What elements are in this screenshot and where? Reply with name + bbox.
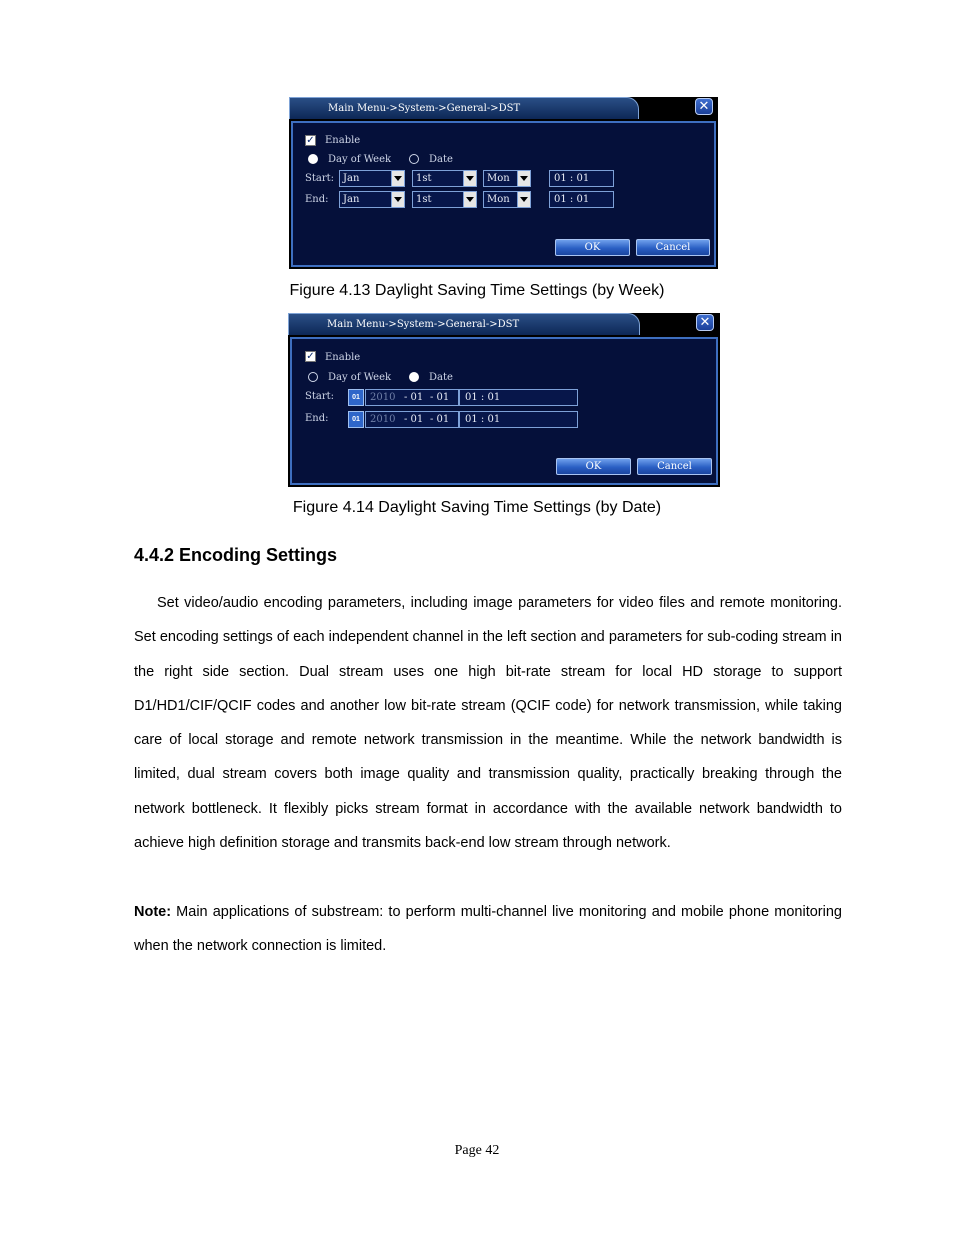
enable-checkbox[interactable]: ✓ [306,351,315,362]
end-time-field[interactable] [459,411,578,428]
end-label: End: [305,413,329,424]
end-year-value: 2010 [370,414,396,425]
date-radio[interactable] [409,154,419,164]
note-label: Note: [134,904,172,920]
note-paragraph [134,895,842,964]
chevron-down-icon [391,192,404,207]
day-of-week-label: Day of Week [328,154,392,165]
section-heading: 4.4.2 Encoding Settings [134,545,338,565]
day-of-week-radio[interactable] [308,372,318,382]
chevron-down-icon [463,171,476,186]
end-month-value: Jan [343,194,360,205]
calendar-icon[interactable]: 01 [348,411,364,428]
close-icon[interactable]: ✕ [696,314,714,331]
date-label: Date [429,372,453,383]
end-day-value: - 01 [430,414,450,425]
dst-dialog-by-week [289,97,718,269]
start-label: Start: [305,391,334,402]
enable-label: Enable [325,135,361,146]
start-date-field[interactable] [365,389,459,406]
date-label: Date [429,154,453,165]
page-number: Page 42 [454,1143,500,1158]
chevron-down-icon [517,171,530,186]
start-time-value: 01 : 01 [554,173,590,184]
end-day-select[interactable] [483,191,531,208]
enable-checkbox[interactable]: ✓ [306,135,315,146]
start-time-value: 01 : 01 [465,392,501,403]
calendar-icon[interactable]: 01 [348,389,364,406]
start-year-value: 2010 [370,392,396,403]
start-month-value: - 01 [404,392,424,403]
cancel-button[interactable]: Cancel [637,458,712,475]
note-text: Main applications of substream: to perform multi-channel live monitoring and mobile phone monitoring when the network connection is limited. [134,904,842,955]
end-time-field[interactable] [549,191,614,208]
dst-dialog-by-date [288,313,720,487]
end-week-value: 1st [416,194,432,205]
start-label: Start: [305,173,334,184]
body-paragraph [134,586,842,860]
dialog-title: Main Menu->System->General->DST [288,313,640,335]
ok-button[interactable]: OK [556,458,631,475]
ok-button[interactable]: OK [555,239,630,256]
start-week-value: 1st [416,173,432,184]
dialog-body [291,121,716,267]
date-radio[interactable] [409,372,419,382]
start-day-select[interactable] [483,170,531,187]
end-time-value: 01 : 01 [554,194,590,205]
start-day-value: - 01 [430,392,450,403]
end-month-select[interactable] [339,191,405,208]
end-day-value: Mon [487,194,510,205]
start-month-select[interactable] [339,170,405,187]
start-week-select[interactable] [412,170,477,187]
start-time-field[interactable] [549,170,614,187]
chevron-down-icon [391,171,404,186]
close-icon[interactable]: ✕ [695,98,713,115]
end-month-value: - 01 [404,414,424,425]
end-date-field[interactable] [365,411,459,428]
end-label: End: [305,194,329,205]
cancel-button[interactable]: Cancel [636,239,710,256]
enable-label: Enable [325,352,361,363]
end-week-select[interactable] [412,191,477,208]
day-of-week-label: Day of Week [328,372,392,383]
body-paragraph-text: Set video/audio encoding parameters, including image parameters for video files and remote monitoring. Set encoding settings of each independent channel in the left section and parameters for sub-coding stream in the right side section. Dual stream uses one high bit-rate stream for local HD storage to support D1/HD1/CIF/QCIF codes and another low bit-rate stream (QCIF code) for network transmission, while taking care of local storage and remote network transmission in the meantime. While the network bandwidth is limited, dual stream covers both image quality and transmission quality, practically breaking through the network bottleneck. It flexibly picks stream format in accordance with the available network bandwidth to achieve high definition storage and transmits back-end low stream through network. [134,595,842,852]
figure-caption-week: Figure 4.13 Daylight Saving Time Settings (by Week) [289,282,665,299]
start-month-value: Jan [343,173,360,184]
start-time-field[interactable] [459,389,578,406]
start-day-value: Mon [487,173,510,184]
end-time-value: 01 : 01 [465,414,501,425]
dialog-body [290,337,718,485]
dialog-title: Main Menu->System->General->DST [289,97,639,119]
figure-caption-date: Figure 4.14 Daylight Saving Time Settings (by Date) [292,499,662,516]
day-of-week-radio[interactable] [308,154,318,164]
chevron-down-icon [517,192,530,207]
chevron-down-icon [463,192,476,207]
